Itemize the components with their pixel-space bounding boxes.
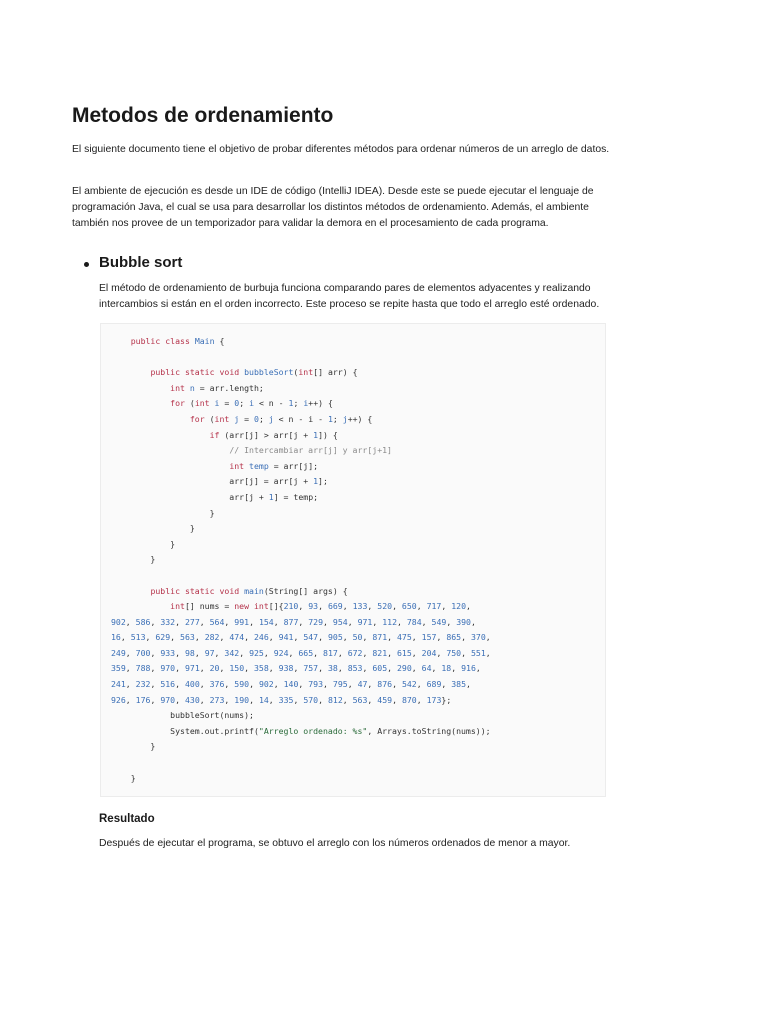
intro-paragraph: El siguiente documento tiene el objetivo de probar diferentes métodos para ordenar números de un arreglo de datos. xyxy=(72,144,610,155)
code-block xyxy=(100,323,606,797)
code-line: public class Main { xyxy=(130,336,225,346)
code-line: 926, 176, 970, 430, 273, 190, 14, 335, 570, 812, 563, 459, 870, 173}; xyxy=(111,694,452,705)
code-line: // Intercambiar arr[j] y arr[j+1] xyxy=(229,445,392,456)
code-line: arr[j + 1] = temp; xyxy=(111,491,319,502)
code-line: for (int j = 0; j < n - i - 1; j++) { xyxy=(189,413,373,424)
code-line: int temp = arr[j]; xyxy=(229,460,319,471)
code-line: 359, 788, 970, 971, 20, 150, 358, 938, 757, 38, 853, 605, 290, 64, 18, 916, xyxy=(111,663,481,674)
code-line: 902, 586, 332, 277, 564, 991, 154, 877, 729, 954, 971, 112, 784, 549, 390, xyxy=(111,616,476,627)
code-line: 249, 700, 933, 98, 97, 342, 925, 924, 665, 817, 672, 821, 615, 204, 750, 551, xyxy=(111,647,491,658)
code-content xyxy=(111,334,491,786)
code-line: } xyxy=(170,538,176,549)
code-line: System.out.printf("Arreglo ordenado: %s", Arrays.toString(nums)); xyxy=(111,725,491,736)
code-line: public static void bubbleSort(int[] arr) { xyxy=(150,367,358,378)
code-line: } xyxy=(150,554,156,565)
code-line: if (arr[j] > arr[j + 1]) { xyxy=(209,429,338,440)
code-line: } xyxy=(150,741,156,752)
section-heading: Bubble sort xyxy=(99,254,183,271)
code-line: arr[j] = arr[j + 1]; xyxy=(111,476,328,487)
code-line: public static void main(String[] args) { xyxy=(150,585,348,596)
code-line: bubbleSort(nums); xyxy=(170,710,254,721)
code-line: 16, 513, 629, 563, 282, 474, 246, 941, 547, 905, 50, 871, 475, 157, 865, 370, xyxy=(111,632,491,643)
section-description: El método de ordenamiento de burbuja funciona comparando pares de elementos adyacentes y realizando intercambios si están en el orden incorrecto. Este proceso se repite hasta que todo el arreglo esté ordenado. xyxy=(99,283,600,310)
page-title: Metodos de ordenamiento xyxy=(72,104,334,127)
code-line: 241, 232, 516, 400, 376, 590, 902, 140, 793, 795, 47, 876, 542, 689, 385, xyxy=(111,679,471,690)
result-paragraph: Después de ejecutar el programa, se obtuvo el arreglo con los números ordenados de menor a mayor. xyxy=(99,838,571,849)
environment-paragraph: El ambiente de ejecución es desde un IDE de código (IntelliJ IDEA). Desde este se puede ejecutar el lenguaje de programación Java, el cual se usa para desarrollar los distintos métodos de ordenamiento. Además, el ambiente también nos provee de un temporizador para validar la demora en el procesamiento de cada programa. xyxy=(72,186,594,229)
code-line: } xyxy=(189,523,195,534)
bullet-icon xyxy=(84,262,89,267)
code-line: } xyxy=(209,507,215,518)
code-line: int n = arr.length; xyxy=(170,382,264,393)
code-line: } xyxy=(130,772,136,783)
code-line: int[] nums = new int[]{210, 93, 669, 133, 520, 650, 717, 120, xyxy=(170,601,471,612)
result-heading: Resultado xyxy=(99,813,155,825)
code-line: for (int i = 0; i < n - 1; i++) { xyxy=(170,398,333,409)
